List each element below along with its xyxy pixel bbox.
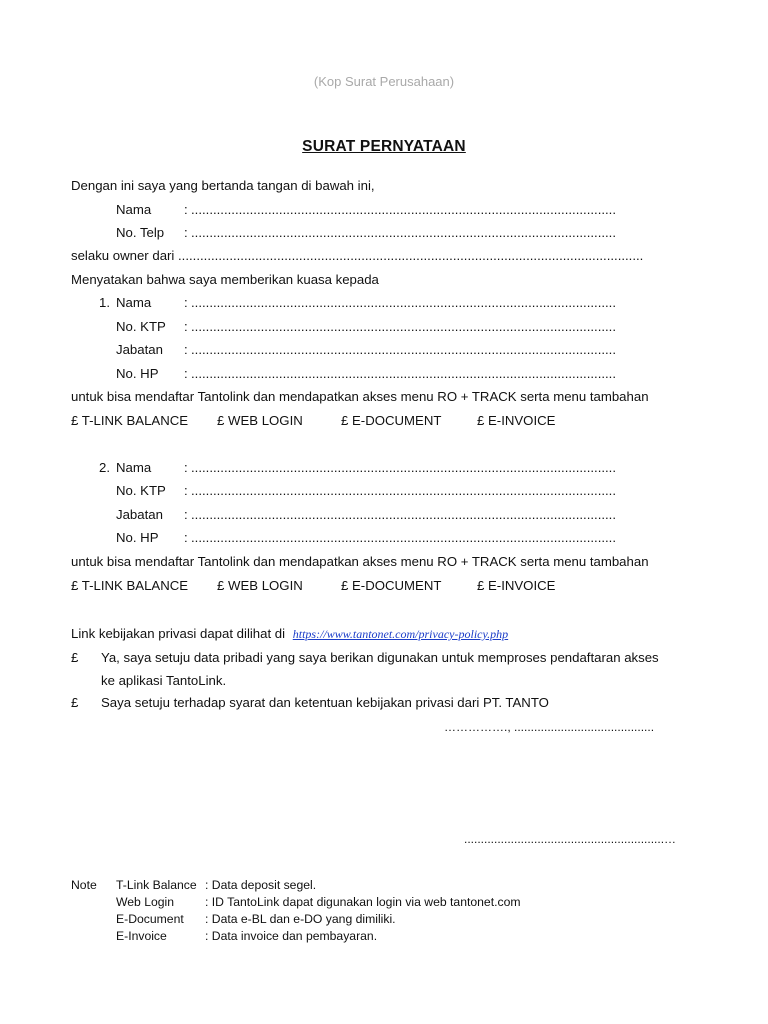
checkbox-icon[interactable]: £ [71, 413, 79, 428]
option-label: E-DOCUMENT [352, 413, 442, 428]
document-title: SURAT PERNYATAAN [302, 138, 466, 155]
note-label: Note [71, 878, 97, 892]
person-1-hp-field[interactable]: .................................................................................................................... [191, 366, 617, 381]
checkbox-icon[interactable]: £ [341, 578, 349, 593]
letterhead-placeholder: (Kop Surat Perusahaan) [313, 74, 455, 89]
privacy-label: Link kebijakan privasi dapat dilihat di [71, 626, 286, 641]
declarant-phone-field[interactable]: .................................................................................................................... [191, 225, 617, 240]
person-1-option-weblogin[interactable] [217, 413, 303, 428]
person-2-option-weblogin[interactable] [217, 578, 303, 593]
declarant-name-sep: : [184, 202, 188, 217]
note-term: E-Document [116, 912, 184, 926]
owner-line[interactable]: selaku owner dari ............................................................................................................................... [71, 248, 644, 263]
declarant-phone-label: No. Telp [116, 225, 165, 240]
person-2-option-edocument[interactable] [341, 578, 441, 593]
person-2-hp-sep: : [184, 530, 188, 545]
consent-1-text-cont: ke aplikasi TantoLink. [101, 673, 227, 688]
person-2-name-field[interactable]: .................................................................................................................... [191, 460, 617, 475]
checkbox-icon[interactable]: £ [477, 578, 485, 593]
person-2-ktp-field[interactable]: .................................................................................................................... [191, 483, 617, 498]
person-1-option-einvoice[interactable] [477, 413, 555, 428]
person-1-position-field[interactable]: .................................................................................................................... [191, 342, 617, 357]
person-1-hp-label: No. HP [116, 366, 159, 381]
person-2-hp-label: No. HP [116, 530, 159, 545]
declarant-name-field[interactable]: .................................................................................................................... [191, 202, 617, 217]
place-date-field[interactable]: ……………., .......................................... [444, 720, 655, 734]
option-label: T-LINK BALANCE [81, 413, 189, 428]
option-label: T-LINK BALANCE [81, 578, 189, 593]
declarant-name-label: Nama [116, 202, 152, 217]
person-2-name-label: Nama [116, 460, 152, 475]
person-2-option-tlink[interactable] [71, 578, 188, 593]
person-2-ktp-label: No. KTP [116, 483, 166, 498]
person-2-hp-field[interactable]: .................................................................................................................... [191, 530, 617, 545]
note-term: T-Link Balance [116, 878, 197, 892]
note-desc: : Data invoice dan pembayaran. [205, 929, 378, 943]
person-1-name-label: Nama [116, 295, 152, 310]
intro-text: Dengan ini saya yang bertanda tangan di bawah ini, [71, 178, 375, 193]
person-1-ktp-sep: : [184, 319, 188, 334]
checkbox-icon[interactable]: £ [71, 578, 79, 593]
person-1-access-text: untuk bisa mendaftar Tantolink dan mendapatkan akses menu RO + TRACK serta menu tambahan [71, 389, 649, 404]
person-2-number: 2. [99, 460, 110, 475]
person-1-option-tlink[interactable] [71, 413, 188, 428]
person-1-ktp-field[interactable]: .................................................................................................................... [191, 319, 617, 334]
power-of-attorney-text: Menyatakan bahwa saya memberikan kuasa kepada [71, 272, 379, 287]
consent-2-text: Saya setuju terhadap syarat dan ketentuan kebijakan privasi dari PT. TANTO [101, 695, 549, 710]
person-2-option-einvoice[interactable] [477, 578, 555, 593]
checkbox-icon[interactable]: £ [217, 578, 225, 593]
privacy-line [71, 626, 508, 642]
consent-1-checkbox-icon[interactable]: £ [71, 650, 79, 665]
checkbox-icon[interactable]: £ [217, 413, 225, 428]
option-label: E-DOCUMENT [352, 578, 442, 593]
signature-line[interactable]: ............................................................… [464, 832, 677, 846]
person-1-option-edocument[interactable] [341, 413, 441, 428]
person-1-position-sep: : [184, 342, 188, 357]
person-1-hp-sep: : [184, 366, 188, 381]
note-desc: : ID TantoLink dapat digunakan login via web tantonet.com [205, 895, 521, 909]
person-1-name-field[interactable]: .................................................................................................................... [191, 295, 617, 310]
person-2-name-sep: : [184, 460, 188, 475]
person-2-position-field[interactable]: .................................................................................................................... [191, 507, 617, 522]
consent-2-checkbox-icon[interactable]: £ [71, 695, 79, 710]
checkbox-icon[interactable]: £ [341, 413, 349, 428]
checkbox-icon[interactable]: £ [477, 413, 485, 428]
person-2-ktp-sep: : [184, 483, 188, 498]
person-1-position-label: Jabatan [116, 342, 163, 357]
person-2-position-sep: : [184, 507, 188, 522]
declarant-phone-sep: : [184, 225, 188, 240]
note-term: Web Login [116, 895, 175, 909]
option-label: E-INVOICE [488, 413, 556, 428]
person-1-number: 1. [99, 295, 110, 310]
note-desc: : Data e-BL dan e-DO yang dimiliki. [205, 912, 396, 926]
person-2-position-label: Jabatan [116, 507, 163, 522]
option-label: WEB LOGIN [228, 578, 303, 593]
person-2-access-text: untuk bisa mendaftar Tantolink dan mendapatkan akses menu RO + TRACK serta menu tambahan [71, 554, 649, 569]
privacy-policy-link[interactable]: https://www.tantonet.com/privacy-policy.php [292, 627, 509, 641]
person-1-ktp-label: No. KTP [116, 319, 166, 334]
option-label: E-INVOICE [488, 578, 556, 593]
note-desc: : Data deposit segel. [205, 878, 317, 892]
note-term: E-Invoice [116, 929, 167, 943]
person-1-name-sep: : [184, 295, 188, 310]
consent-1-text: Ya, saya setuju data pribadi yang saya berikan digunakan untuk memproses pendaftaran akses [101, 650, 659, 665]
option-label: WEB LOGIN [228, 413, 303, 428]
